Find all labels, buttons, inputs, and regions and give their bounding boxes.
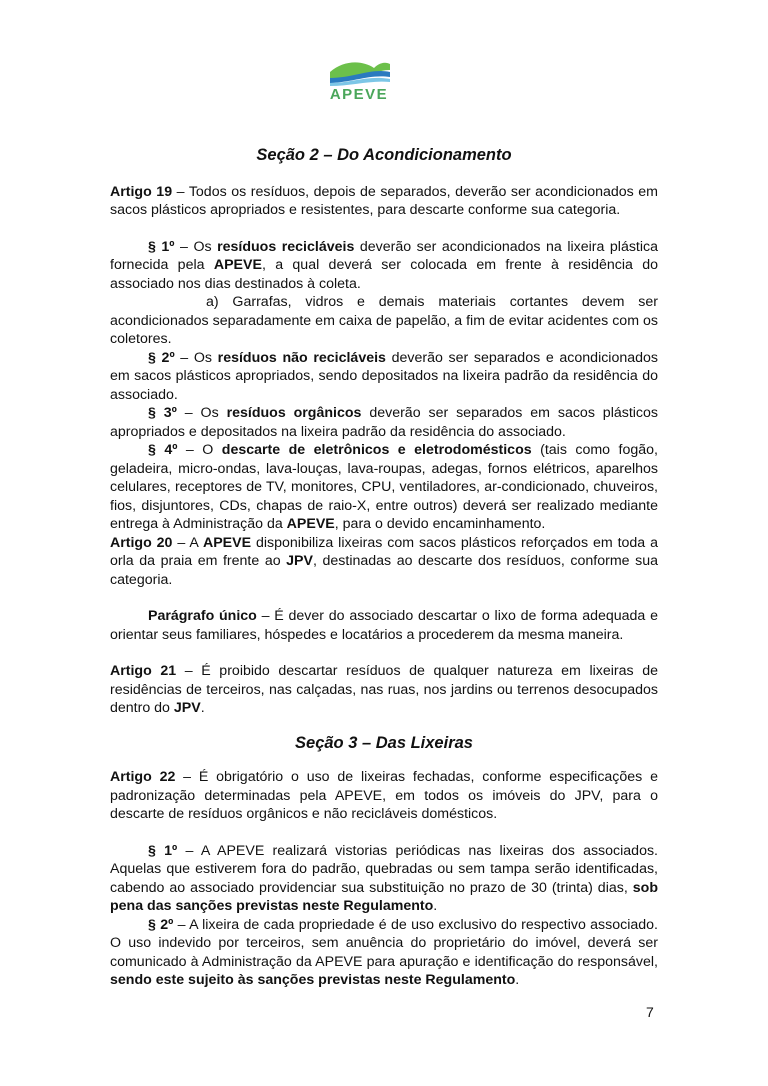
apeve-logo — [318, 58, 400, 108]
paragrafo-2: § 2º – Os resíduos não recicláveis deverão ser separados e acondicionados em sacos plásticos apropriados, sendo depositados na lixeira padrão da residência do associado. — [110, 349, 659, 403]
apeve-logo-icon — [318, 58, 400, 88]
page-number: 7 — [646, 1004, 654, 1020]
artigo-21: Artigo 21 – É proibido descartar resíduos de qualquer natureza em lixeiras de residências de terceiros, nas calçadas, nas ruas, nos jardins ou terrenos desocupados dentro do JPV. — [110, 663, 658, 716]
artigo-22-paragrafo-2: § 2º – A lixeira de cada propriedade é de uso exclusivo do respectivo associado. O uso indevido por terceiros, sem anuência do proprietário do imóvel, deverá ser comunicado à Administração da APEVE para apuração e identificação do responsável, sendo este sujeito às sanções previstas neste Regulamento. — [110, 916, 658, 988]
artigo-19: Artigo 19 – Todos os resíduos, depois de separados, deverão ser acondicionados em sacos plásticos apropriados e resistentes, para descarte conforme sua categoria. — [110, 183, 658, 218]
paragrafo-3: § 3º – Os resíduos orgânicos deverão ser separados em sacos plásticos apropriados e depositados na lixeira padrão da residência do associado. — [110, 405, 659, 440]
section-3-title: Seção 3 – Das Lixeiras — [295, 733, 473, 752]
paragrafo-4: § 4º – O descarte de eletrônicos e eletrodomésticos (tais como fogão, geladeira, micro-ondas, lava-louças, lava-roupas, adegas, fornos elétricos, aparelhos celulares, receptores de TV, monitores, CPU, ventiladores, ar-condicionado, chuveiros, fios, disjuntores, CDs, chapas de raio-X, entre outros) deverá ser realizado mediante entrega à Administração da APEVE, para o devido encaminhamento. — [110, 442, 658, 532]
artigo-label: Artigo 19 — [110, 183, 173, 200]
paragrafo-1-item-a: a) Garrafas, vidros e demais materiais cortantes devem ser acondicionados separadamente em caixa de papelão, a fim de evitar acidentes com os coletores. — [110, 294, 658, 347]
artigo-22: Artigo 22 – É obrigatório o uso de lixeiras fechadas, conforme especificações e padronização determinadas pela APEVE, em todos os imóveis do JPV, para o descarte de resíduos orgânicos e não recicláveis domésticos. — [110, 769, 658, 822]
document-body — [110, 146, 658, 990]
logo-text: APEVE — [329, 86, 389, 103]
paragrafo-unico: Parágrafo único – É dever do associado descartar o lixo de forma adequada e orientar seus familiares, hóspedes e locatários a procederem da mesma maneira. — [110, 608, 658, 643]
paragrafo-1: § 1º – Os resíduos recicláveis deverão ser acondicionados na lixeira plástica fornecida pela APEVE, a qual deverá ser colocada em frente à residência do associado nos dias destinados à coleta. — [110, 238, 659, 292]
artigo-20: Artigo 20 – A APEVE disponibiliza lixeiras com sacos plásticos reforçados em toda a orla da praia em frente ao JPV, destinadas ao descarte dos resíduos, conforme sua categoria. — [110, 534, 658, 588]
artigo-22-paragrafo-1: § 1º – A APEVE realizará vistorias periódicas nas lixeiras dos associados. Aquelas que estiverem fora do padrão, quebradas ou sem tampa serão identificadas, cabendo ao associado providenciar sua substituição no prazo de 30 (trinta) dias, sob pena das sanções previstas neste Regulamento. — [110, 842, 658, 914]
section-2-title: Seção 2 – Do Acondicionamento — [256, 146, 512, 164]
